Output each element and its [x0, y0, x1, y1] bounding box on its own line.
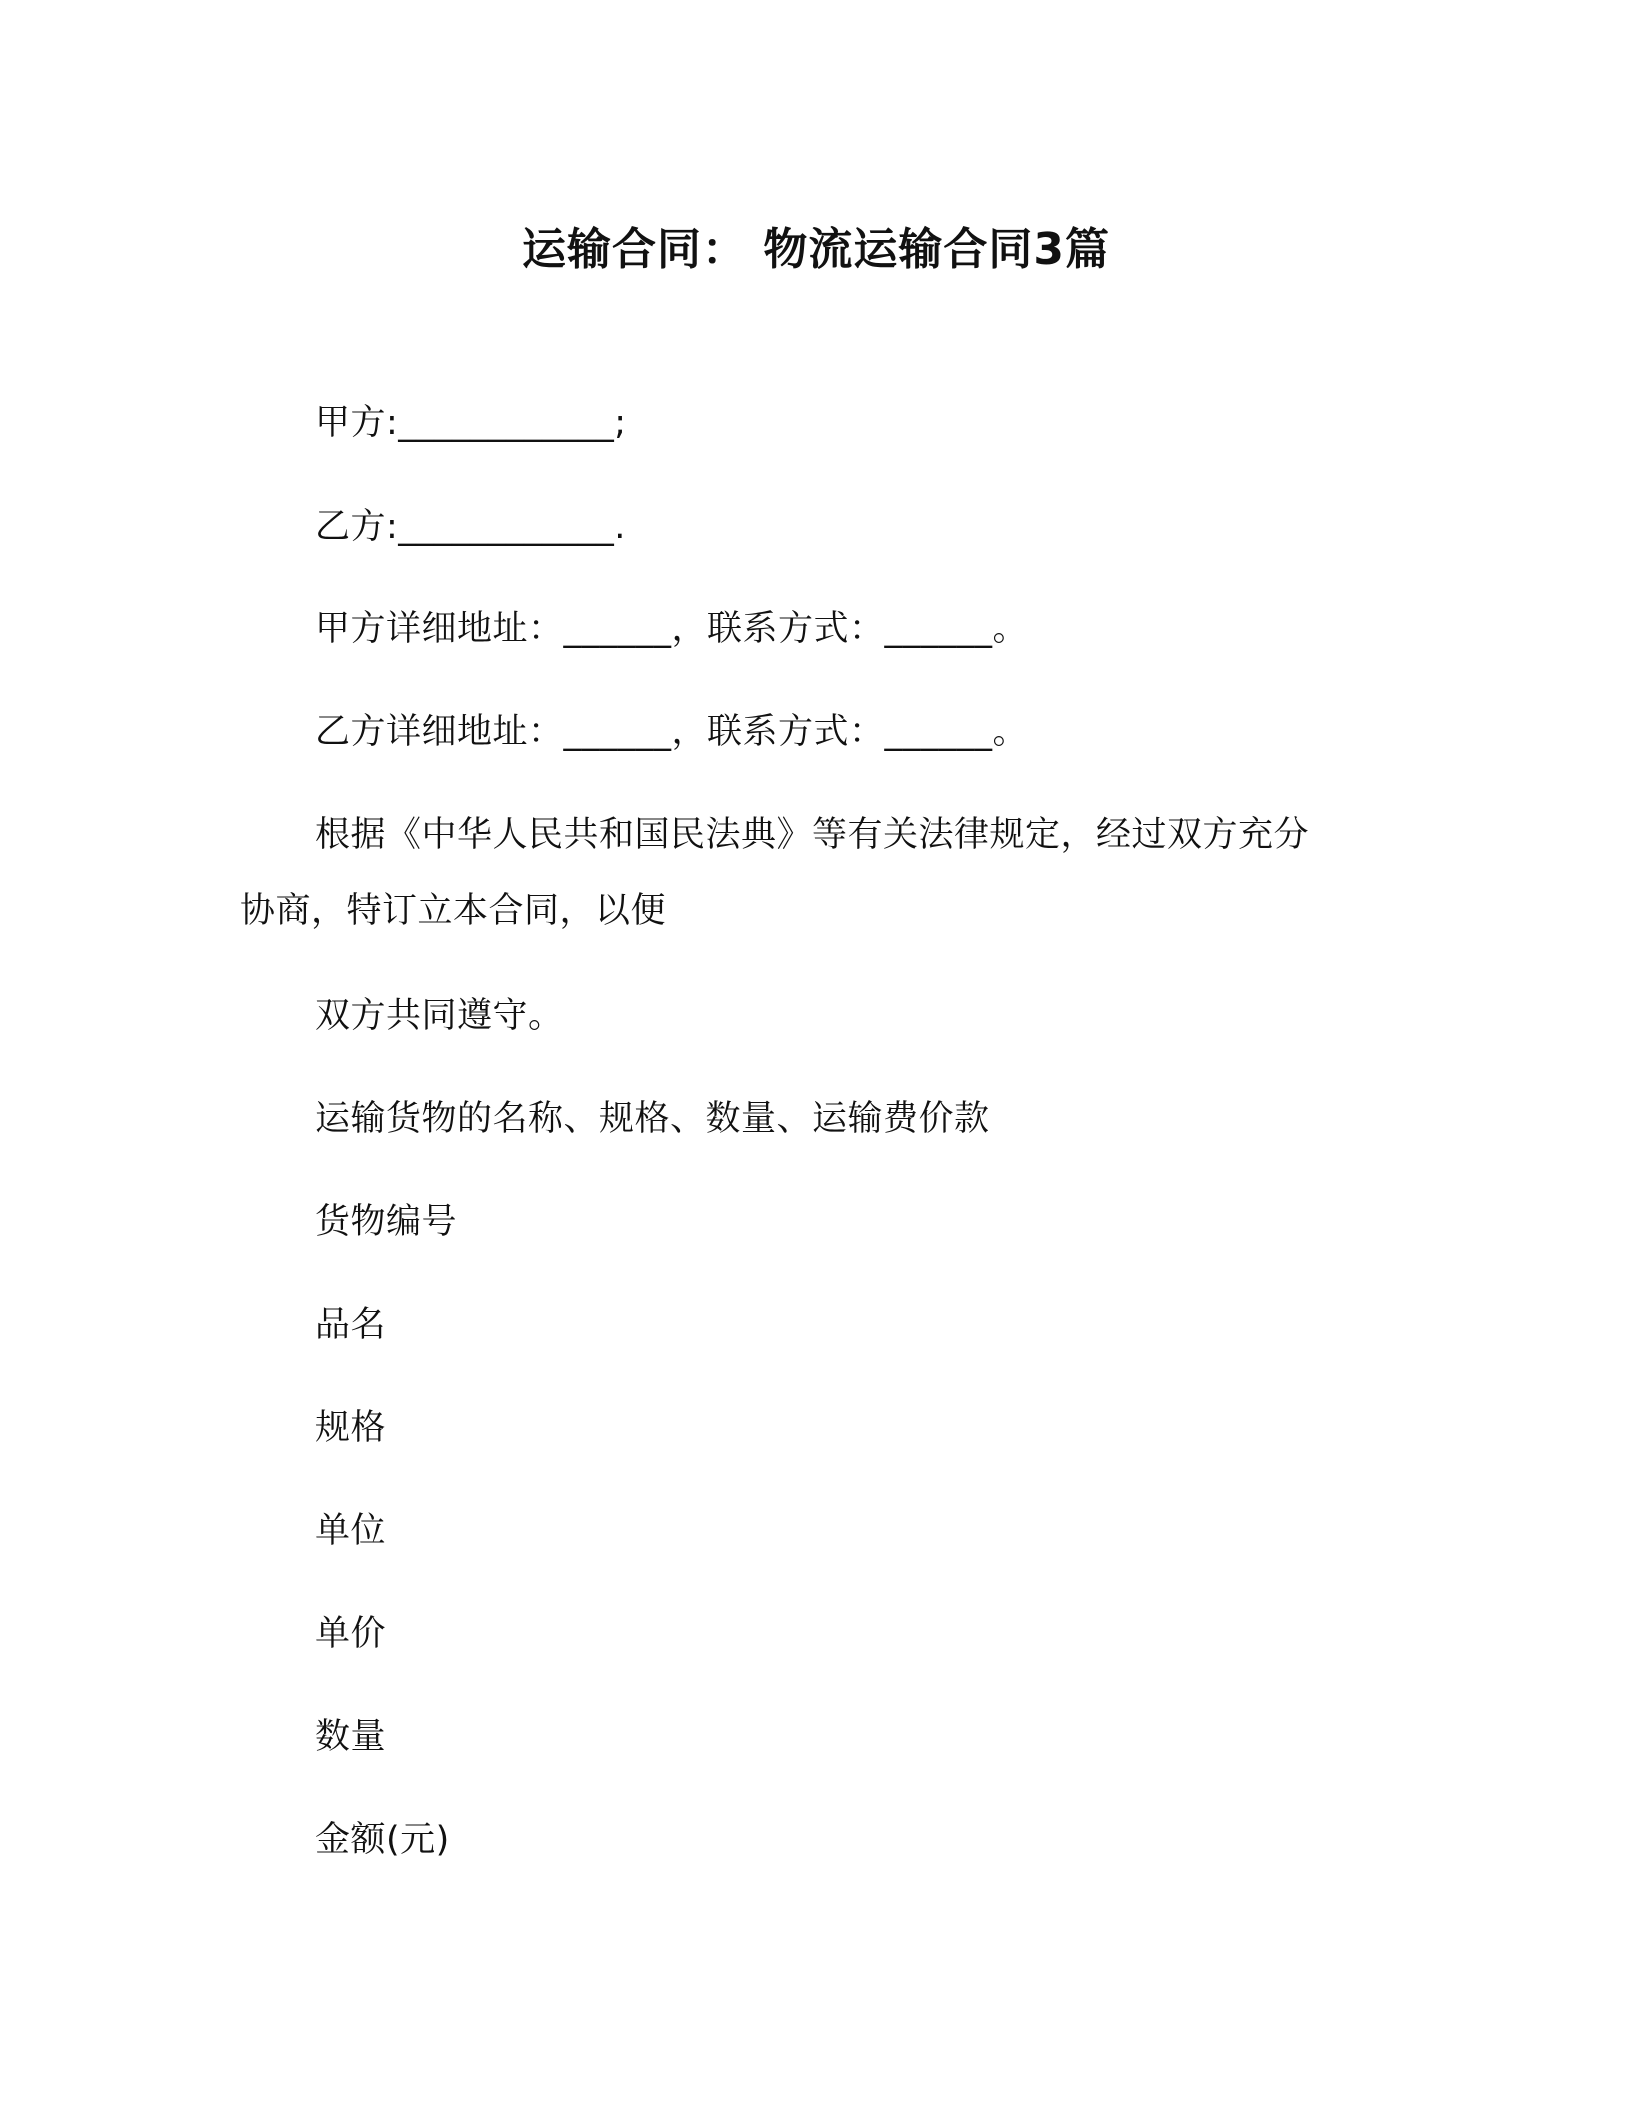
party-a-address-line: 甲方详细地址：______，联系方式：______。 [315, 609, 1029, 649]
goods-field-name: 品名 [315, 1305, 387, 1345]
goods-field-unit-price: 单价 [315, 1614, 387, 1654]
legal-basis-continuation: 协商，特订立本合同，以便 [240, 891, 667, 931]
goods-field-quantity: 数量 [315, 1717, 387, 1757]
document-title: 运输合同： 物流运输合同3篇 [522, 224, 1110, 275]
party-b-address-line: 乙方详细地址：______，联系方式：______。 [315, 712, 1029, 752]
goods-field-amount: 金额(元) [315, 1820, 450, 1860]
goods-section-heading: 运输货物的名称、规格、数量、运输费价款 [315, 1099, 990, 1139]
legal-basis-line: 根据《中华人民共和国民法典》等有关法律规定，经过双方充分 [315, 815, 1310, 855]
party-a-line: 甲方:____________; [315, 403, 627, 443]
goods-field-spec: 规格 [315, 1408, 387, 1448]
goods-field-number: 货物编号 [315, 1202, 458, 1242]
party-b-line: 乙方:____________. [315, 507, 626, 547]
mutual-compliance-line: 双方共同遵守。 [315, 996, 564, 1036]
goods-field-unit: 单位 [315, 1511, 387, 1551]
